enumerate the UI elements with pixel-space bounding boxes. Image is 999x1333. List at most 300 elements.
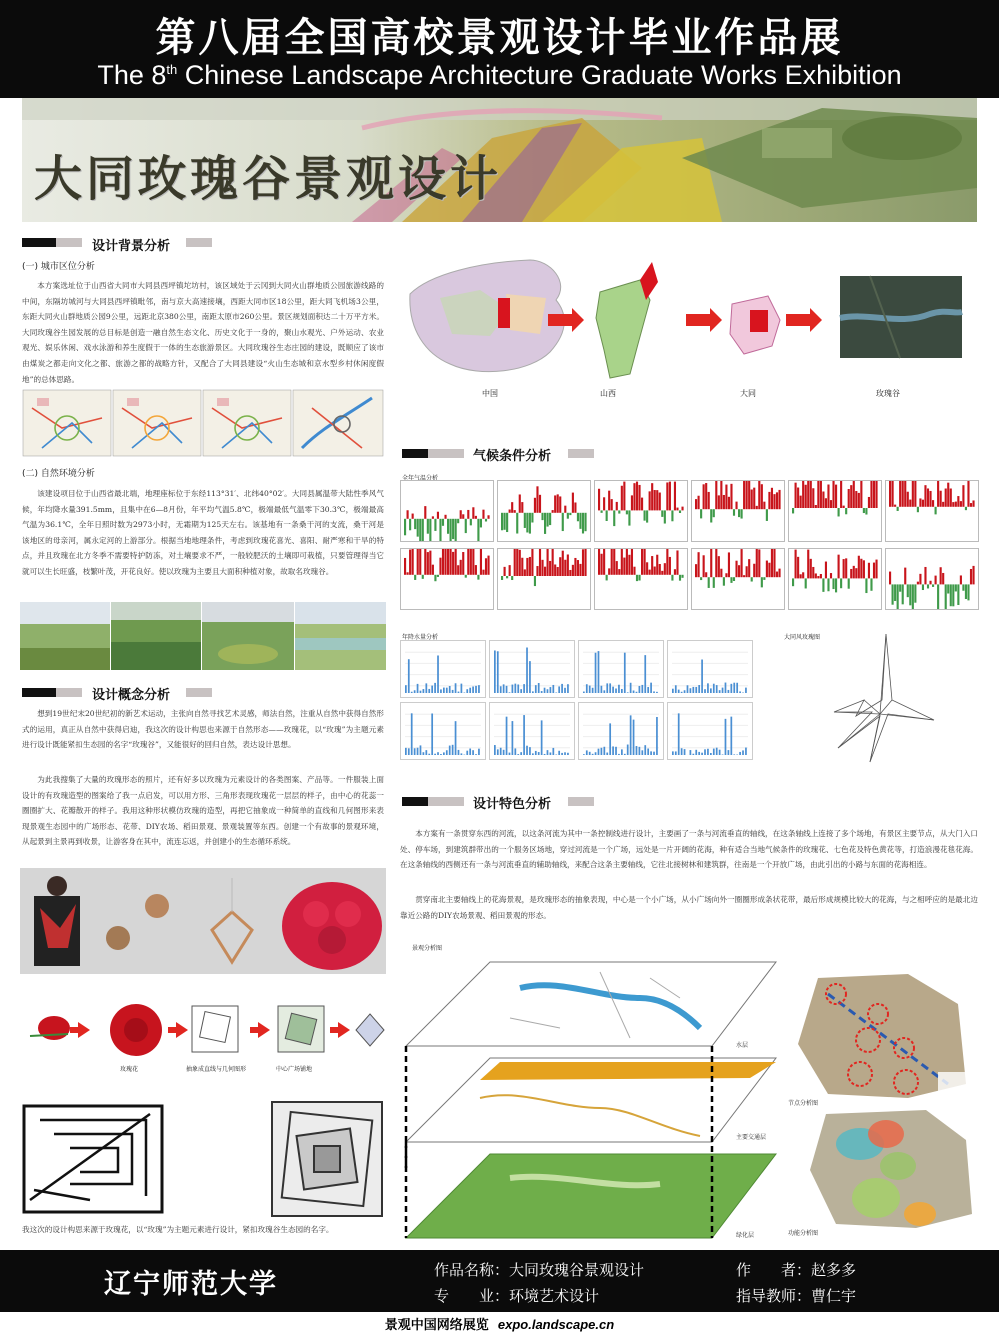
landscape-analysis-label: 景观分析图 bbox=[412, 945, 443, 952]
rainfall-bar bbox=[503, 684, 505, 693]
rainfall-bar bbox=[523, 715, 525, 755]
temperature-bar bbox=[907, 492, 909, 507]
rainfall-bar bbox=[644, 655, 646, 693]
rainfall-bar bbox=[469, 749, 471, 755]
temperature-bar bbox=[797, 488, 799, 508]
temperature-bar bbox=[407, 572, 409, 575]
temperature-bar bbox=[827, 484, 829, 508]
temperature-bar bbox=[628, 555, 630, 575]
temperature-bar bbox=[601, 510, 603, 512]
temperature-bar bbox=[462, 514, 464, 519]
rainfall-bar bbox=[449, 686, 451, 693]
temperature-bar bbox=[472, 507, 474, 519]
rainfall-bar bbox=[523, 684, 525, 693]
rainfall-bar bbox=[624, 653, 626, 693]
rainfall-bar bbox=[509, 692, 511, 693]
temperature-bar bbox=[661, 571, 663, 575]
rainfall-bar bbox=[535, 751, 537, 755]
temperature-bar bbox=[718, 495, 720, 509]
rainfall-bar bbox=[564, 752, 566, 755]
rainfall-bar bbox=[612, 746, 614, 755]
rainfall-bar bbox=[520, 752, 522, 755]
temperature-bar bbox=[792, 508, 794, 513]
temperature-bar bbox=[679, 575, 681, 581]
rainfall-bar bbox=[458, 750, 460, 755]
temperature-bar bbox=[845, 558, 847, 578]
temperature-bar bbox=[584, 513, 586, 531]
temperature-bar bbox=[912, 584, 914, 610]
temperature-bar bbox=[562, 513, 564, 531]
temperature-bar bbox=[795, 550, 797, 579]
temperature-panel bbox=[691, 480, 785, 542]
rainfall-panel bbox=[667, 702, 753, 760]
rainfall-bar bbox=[414, 690, 416, 693]
temperature-bar bbox=[889, 572, 891, 585]
temperature-bar bbox=[902, 584, 904, 604]
rainfall-bar bbox=[745, 748, 747, 755]
temperature-bar bbox=[776, 572, 778, 578]
rainfall-bar bbox=[730, 717, 732, 755]
temperature-bar bbox=[462, 552, 464, 575]
temperature-bar bbox=[698, 552, 700, 577]
temperature-bar bbox=[962, 584, 964, 590]
rainfall-bar bbox=[650, 751, 652, 755]
temperature-bar bbox=[671, 510, 673, 521]
rainfall-bar bbox=[494, 745, 496, 755]
temperature-bar bbox=[651, 483, 653, 510]
temperature-bar bbox=[771, 488, 773, 509]
temperature-bar bbox=[422, 575, 424, 579]
rainfall-bar bbox=[713, 749, 715, 755]
rainfall-bar bbox=[532, 691, 534, 693]
temperature-panel bbox=[594, 480, 688, 542]
rainfall-bar bbox=[552, 685, 554, 693]
rainfall-bar bbox=[431, 713, 433, 755]
rainfall-bar bbox=[678, 690, 680, 693]
temperature-bar bbox=[641, 548, 643, 575]
rainfall-bar bbox=[690, 688, 692, 693]
project-title: 大同玫瑰谷景观设计 bbox=[34, 151, 503, 207]
rainfall-bar bbox=[633, 720, 635, 755]
rainfall-bar bbox=[446, 750, 448, 755]
subsection-environment: (二) 自然环境分析 bbox=[22, 469, 95, 479]
temperature-bar bbox=[960, 501, 962, 507]
temperature-bar bbox=[669, 482, 671, 511]
rainfall-bar bbox=[514, 748, 516, 755]
temperature-bar bbox=[802, 480, 804, 508]
rainfall-bar bbox=[716, 748, 718, 755]
temperature-bar bbox=[514, 510, 516, 513]
temperature-bar bbox=[917, 507, 919, 512]
temperature-bar bbox=[800, 496, 802, 508]
temperature-panel bbox=[497, 548, 591, 610]
footer-url[interactable]: expo.landscape.cn bbox=[497, 1317, 615, 1332]
temperature-bar bbox=[681, 507, 683, 511]
temperature-bar bbox=[526, 558, 528, 576]
rainfall-panel bbox=[489, 640, 575, 698]
temperature-bar bbox=[485, 558, 487, 575]
temperature-bar bbox=[506, 513, 508, 532]
temperature-bar bbox=[432, 565, 434, 575]
temperature-bar bbox=[868, 497, 870, 508]
temperature-panel bbox=[788, 480, 882, 542]
temperature-bar bbox=[766, 509, 768, 521]
rainfall-bar bbox=[701, 660, 703, 693]
rainfall-bar bbox=[739, 752, 741, 755]
temperature-bar bbox=[414, 575, 416, 580]
rainfall-bar bbox=[647, 687, 649, 693]
rainfall-bar bbox=[494, 650, 496, 693]
rainfall-bar bbox=[440, 689, 442, 693]
temperature-bar bbox=[889, 480, 891, 507]
temperature-bar bbox=[529, 557, 531, 576]
rainfall-bar bbox=[615, 747, 617, 755]
temperature-bar bbox=[942, 502, 944, 507]
rainfall-panel bbox=[578, 640, 664, 698]
temperature-bar bbox=[763, 502, 765, 510]
rainfall-bar bbox=[589, 752, 591, 755]
rainfall-bar bbox=[612, 687, 614, 693]
rainfall-bar bbox=[698, 752, 700, 755]
temperature-bar bbox=[455, 548, 457, 575]
rainfall-bar bbox=[478, 749, 480, 755]
temperature-bar bbox=[805, 485, 807, 508]
rainfall-bar bbox=[550, 687, 552, 693]
paragraph-concept-1: 想到19世纪末20世纪初的新艺术运动，主张向自然寻找艺术灵感，师法自然，注重从自然中获得自然形式的运用，真正从自然中获得启迪，我这次的设计构思也来源于自然形态——玫瑰花，以“玫瑰”为主题元素进行设计既能紧扣生态园的名字“玫瑰谷”，又能很好的回归自然，表达设计思想。 bbox=[22, 709, 384, 750]
temperature-bar bbox=[422, 519, 424, 542]
temperature-bar bbox=[531, 548, 533, 576]
temperature-bar bbox=[549, 561, 551, 576]
temperature-bar bbox=[659, 493, 661, 511]
temperature-bar bbox=[412, 548, 414, 575]
university-name: 辽宁师范大学 bbox=[104, 1269, 278, 1300]
temperature-bar bbox=[509, 510, 511, 513]
paragraph-location: 本方案选址位于山西省大同市大同县西坪镇坨坊村，该区域处于云冈到大同火山群地质公园旅游线路的中间，东隔坊城河与大同县西坪镇毗邻，南与京大高速接壤，西距大同市区18公里，距大同飞机场3公里，东距大同火山群地质公园9公里，远距北京380公里，南距太原市260公里。景区规划面积达二十万平方米。大同玫瑰谷生园发展的总目标是创造一融自然生态文化、历史文化于一身的，聚山水观光、户外运动、农业观光、娱乐休闲、戏水泳游和养生度假于一体的生态旅游景区。大同玫瑰谷生态庄园的建设，既顺应了该市由煤炭之都走向文化之都、旅游之都的战略方针，又配合了大同县建设“火山生态城和京水型乡村休闲度假地”的总体思路。 bbox=[22, 281, 384, 384]
temperature-bar bbox=[940, 567, 942, 584]
rainfall-bar bbox=[414, 748, 416, 755]
rainfall-bar bbox=[411, 692, 413, 693]
rainfall-bar bbox=[745, 688, 747, 693]
rainfall-bar bbox=[650, 683, 652, 693]
rainfall-bar bbox=[411, 713, 413, 755]
temperature-bar bbox=[631, 495, 633, 510]
temperature-bar bbox=[649, 491, 651, 510]
temperature-bar bbox=[633, 483, 635, 510]
temperature-bar bbox=[873, 480, 875, 508]
temperature-bar bbox=[679, 510, 681, 513]
temperature-bar bbox=[800, 574, 802, 578]
temperature-bar bbox=[674, 569, 676, 575]
rainfall-bar bbox=[506, 686, 508, 693]
rainfall-bar bbox=[512, 721, 514, 755]
temperature-bar bbox=[922, 584, 924, 590]
temperature-bar bbox=[748, 559, 750, 577]
rainfall-bar bbox=[601, 748, 603, 755]
temperature-bar bbox=[795, 483, 797, 508]
temperature-bar bbox=[412, 514, 414, 519]
rainfall-bar bbox=[520, 689, 522, 693]
temperature-bar bbox=[450, 519, 452, 542]
rainfall-bar bbox=[475, 754, 477, 755]
temperature-bar bbox=[700, 577, 702, 580]
section-bar-grey bbox=[56, 238, 82, 247]
temperature-bar bbox=[965, 584, 967, 599]
rainfall-panel bbox=[489, 702, 575, 760]
temperature-bar bbox=[419, 548, 421, 575]
rainfall-bar bbox=[417, 748, 419, 755]
rainfall-bar bbox=[550, 752, 552, 755]
temperature-bar bbox=[820, 480, 822, 508]
temperature-bar bbox=[773, 494, 775, 509]
temperature-bar bbox=[897, 584, 899, 610]
temperature-bar bbox=[562, 551, 564, 576]
rainfall-bar bbox=[434, 754, 436, 755]
temperature-bar bbox=[482, 570, 484, 575]
temperature-bar bbox=[601, 554, 603, 575]
temperature-bar bbox=[504, 513, 506, 530]
temperature-bar bbox=[564, 560, 566, 576]
temperature-bar bbox=[477, 519, 479, 542]
temperature-bar bbox=[924, 567, 926, 584]
temperature-bar bbox=[651, 556, 653, 575]
temperature-bar bbox=[574, 558, 576, 576]
temperature-bar bbox=[628, 510, 630, 525]
layer-label-traffic: 主要交通层 bbox=[736, 1134, 767, 1141]
temperature-bar bbox=[676, 508, 678, 511]
temperature-bar bbox=[735, 502, 737, 510]
rainfall-bar bbox=[428, 689, 430, 693]
temperature-bar bbox=[698, 496, 700, 509]
major-row: 专 业：环境艺术设计 bbox=[434, 1287, 600, 1305]
rainfall-bar bbox=[475, 686, 477, 693]
temperature-bar bbox=[955, 584, 957, 591]
temperature-bar bbox=[606, 510, 608, 521]
rainfall-bar bbox=[672, 751, 674, 755]
rainfall-bar bbox=[609, 683, 611, 693]
step-label-abstract: 抽象成直线与几何图形 bbox=[186, 1066, 247, 1073]
temperature-bar bbox=[751, 490, 753, 510]
temperature-bar bbox=[447, 548, 449, 575]
rainfall-bar bbox=[552, 748, 554, 755]
temperature-bar bbox=[554, 495, 556, 512]
temperature-bar bbox=[638, 575, 640, 581]
temperature-bar bbox=[603, 548, 605, 575]
temperature-bar bbox=[656, 490, 658, 510]
rainfall-bar bbox=[405, 685, 407, 693]
temperature-bar bbox=[618, 510, 620, 513]
temperature-bar bbox=[564, 506, 566, 513]
rainfall-charts bbox=[400, 640, 760, 762]
rainfall-bar bbox=[458, 692, 460, 693]
temperature-bar bbox=[470, 519, 472, 526]
rainfall-bar bbox=[564, 688, 566, 693]
temperature-bar bbox=[434, 519, 436, 531]
rainfall-bar bbox=[615, 688, 617, 693]
temperature-charts bbox=[400, 480, 978, 612]
rainfall-bar bbox=[535, 685, 537, 693]
rainfall-bar bbox=[405, 748, 407, 755]
rainfall-bar bbox=[455, 721, 457, 755]
temperature-bar bbox=[812, 567, 814, 578]
temperature-bar bbox=[937, 480, 939, 507]
temperature-bar bbox=[728, 552, 730, 577]
rainfall-bar bbox=[644, 745, 646, 755]
temperature-bar bbox=[611, 499, 613, 510]
rainfall-bar bbox=[656, 692, 658, 693]
temperature-bar bbox=[820, 574, 822, 578]
rainfall-bar bbox=[452, 690, 454, 693]
temperature-bar bbox=[812, 488, 814, 508]
rainfall-bar bbox=[517, 754, 519, 755]
temperature-bar bbox=[557, 494, 559, 512]
rainfall-bar bbox=[695, 687, 697, 693]
temperature-bar bbox=[529, 513, 531, 534]
temperature-bar bbox=[404, 558, 406, 575]
rainfall-bar bbox=[716, 685, 718, 693]
temperature-bar bbox=[904, 480, 906, 507]
temperature-bar bbox=[521, 502, 523, 513]
rainfall-bar bbox=[692, 754, 694, 755]
temperature-bar bbox=[646, 562, 648, 575]
temperature-bar bbox=[487, 556, 489, 575]
layer-label-water: 水层 bbox=[736, 1042, 749, 1049]
temperature-bar bbox=[768, 492, 770, 509]
temperature-bar bbox=[807, 480, 809, 508]
rainfall-bar bbox=[526, 746, 528, 755]
rainfall-bar bbox=[526, 648, 528, 693]
temperature-bar bbox=[569, 513, 571, 515]
rainfall-bar bbox=[733, 683, 735, 693]
step-label-plaza: 中心广场铺地 bbox=[276, 1066, 313, 1073]
temperature-bar bbox=[870, 481, 872, 508]
temperature-bar bbox=[751, 577, 753, 581]
temperature-bar bbox=[897, 507, 899, 511]
temperature-bar bbox=[718, 556, 720, 577]
temperature-bar bbox=[521, 558, 523, 576]
rainfall-bar bbox=[547, 689, 549, 693]
rainfall-bar bbox=[598, 651, 600, 693]
temperature-bar bbox=[756, 506, 758, 509]
temperature-bar bbox=[616, 561, 618, 575]
temperature-bar bbox=[710, 509, 712, 522]
rainfall-bar bbox=[423, 689, 425, 693]
temperature-bar bbox=[947, 483, 949, 507]
temperature-bar bbox=[778, 569, 780, 578]
temperature-bar bbox=[636, 482, 638, 511]
temperature-bar bbox=[703, 484, 705, 509]
temperature-bar bbox=[475, 565, 477, 575]
temperature-bar bbox=[873, 563, 875, 579]
temperature-bar bbox=[945, 489, 947, 507]
rainfall-bar bbox=[500, 686, 502, 693]
rainfall-bar bbox=[544, 688, 546, 693]
rainfall-bar bbox=[618, 754, 620, 755]
rainfall-bar bbox=[547, 750, 549, 755]
rainfall-bar bbox=[728, 690, 730, 693]
temperature-bar bbox=[708, 577, 710, 588]
rainfall-bar bbox=[653, 752, 655, 755]
temperature-bar bbox=[434, 575, 436, 581]
temperature-bar bbox=[810, 480, 812, 508]
temperature-bar bbox=[720, 480, 722, 509]
temperature-bar bbox=[516, 548, 518, 576]
temperature-bar bbox=[656, 555, 658, 575]
temperature-bar bbox=[741, 509, 743, 518]
rainfall-bar bbox=[742, 750, 744, 755]
temperature-bar bbox=[815, 573, 817, 578]
temperature-bar bbox=[613, 510, 615, 526]
temperature-bar bbox=[927, 584, 929, 588]
rainfall-bar bbox=[603, 747, 605, 755]
temperature-bar bbox=[584, 548, 586, 576]
temperature-bar bbox=[457, 565, 459, 575]
site-photos-strip bbox=[20, 602, 386, 670]
temperature-bar bbox=[541, 513, 543, 520]
temperature-bar bbox=[753, 488, 755, 510]
temperature-bar bbox=[477, 575, 479, 580]
temperature-bar bbox=[574, 502, 576, 512]
rainfall-bar bbox=[425, 683, 427, 693]
rainfall-bar bbox=[681, 692, 683, 693]
exhibition-title-en: The 8th Chinese Landscape Architecture Graduate Works Exhibition bbox=[97, 60, 902, 90]
temperature-bar bbox=[511, 576, 513, 580]
temperature-bar bbox=[843, 559, 845, 578]
temperature-bar bbox=[929, 491, 931, 507]
temperature-bar bbox=[666, 548, 668, 575]
temperature-panel bbox=[691, 548, 785, 610]
temperature-bar bbox=[940, 491, 942, 507]
temperature-bar bbox=[899, 584, 901, 591]
temperature-bar bbox=[892, 480, 894, 507]
node-analysis-label: 节点分析图 bbox=[788, 1100, 819, 1107]
temperature-bar bbox=[644, 510, 646, 520]
section-bar-grey bbox=[568, 449, 594, 458]
temperature-bar bbox=[746, 566, 748, 577]
rainfall-bar bbox=[627, 692, 629, 693]
rainfall-bar bbox=[583, 754, 585, 755]
rainfall-bar bbox=[736, 683, 738, 693]
geometric-rose-sketches bbox=[20, 1100, 386, 1218]
temperature-bar bbox=[967, 480, 969, 507]
temperature-bar bbox=[708, 492, 710, 509]
temperature-bar bbox=[875, 560, 877, 579]
rainfall-bar bbox=[624, 754, 626, 755]
rainfall-bar bbox=[529, 661, 531, 693]
temperature-bar bbox=[417, 548, 419, 575]
temperature-bar bbox=[822, 578, 824, 591]
temperature-bar bbox=[444, 515, 446, 519]
temperature-bar bbox=[950, 584, 952, 606]
layer-label-green: 绿化层 bbox=[736, 1232, 755, 1239]
rainfall-bar bbox=[739, 691, 741, 693]
temperature-bar bbox=[506, 576, 508, 578]
rainfall-bar bbox=[544, 754, 546, 755]
temperature-bar bbox=[432, 516, 434, 518]
rainfall-bar bbox=[452, 745, 454, 755]
temperature-bar bbox=[957, 496, 959, 507]
rainfall-bar bbox=[606, 753, 608, 755]
temperature-bar bbox=[633, 567, 635, 575]
temperature-bar bbox=[427, 519, 429, 534]
section-bar-dark bbox=[402, 449, 428, 458]
temperature-bar bbox=[970, 503, 972, 507]
temperature-panel bbox=[400, 480, 494, 542]
temperature-bar bbox=[641, 498, 643, 511]
temperature-bar bbox=[810, 559, 812, 579]
rainfall-bar bbox=[538, 683, 540, 693]
temperature-bar bbox=[623, 482, 625, 511]
temperature-bar bbox=[611, 548, 613, 575]
